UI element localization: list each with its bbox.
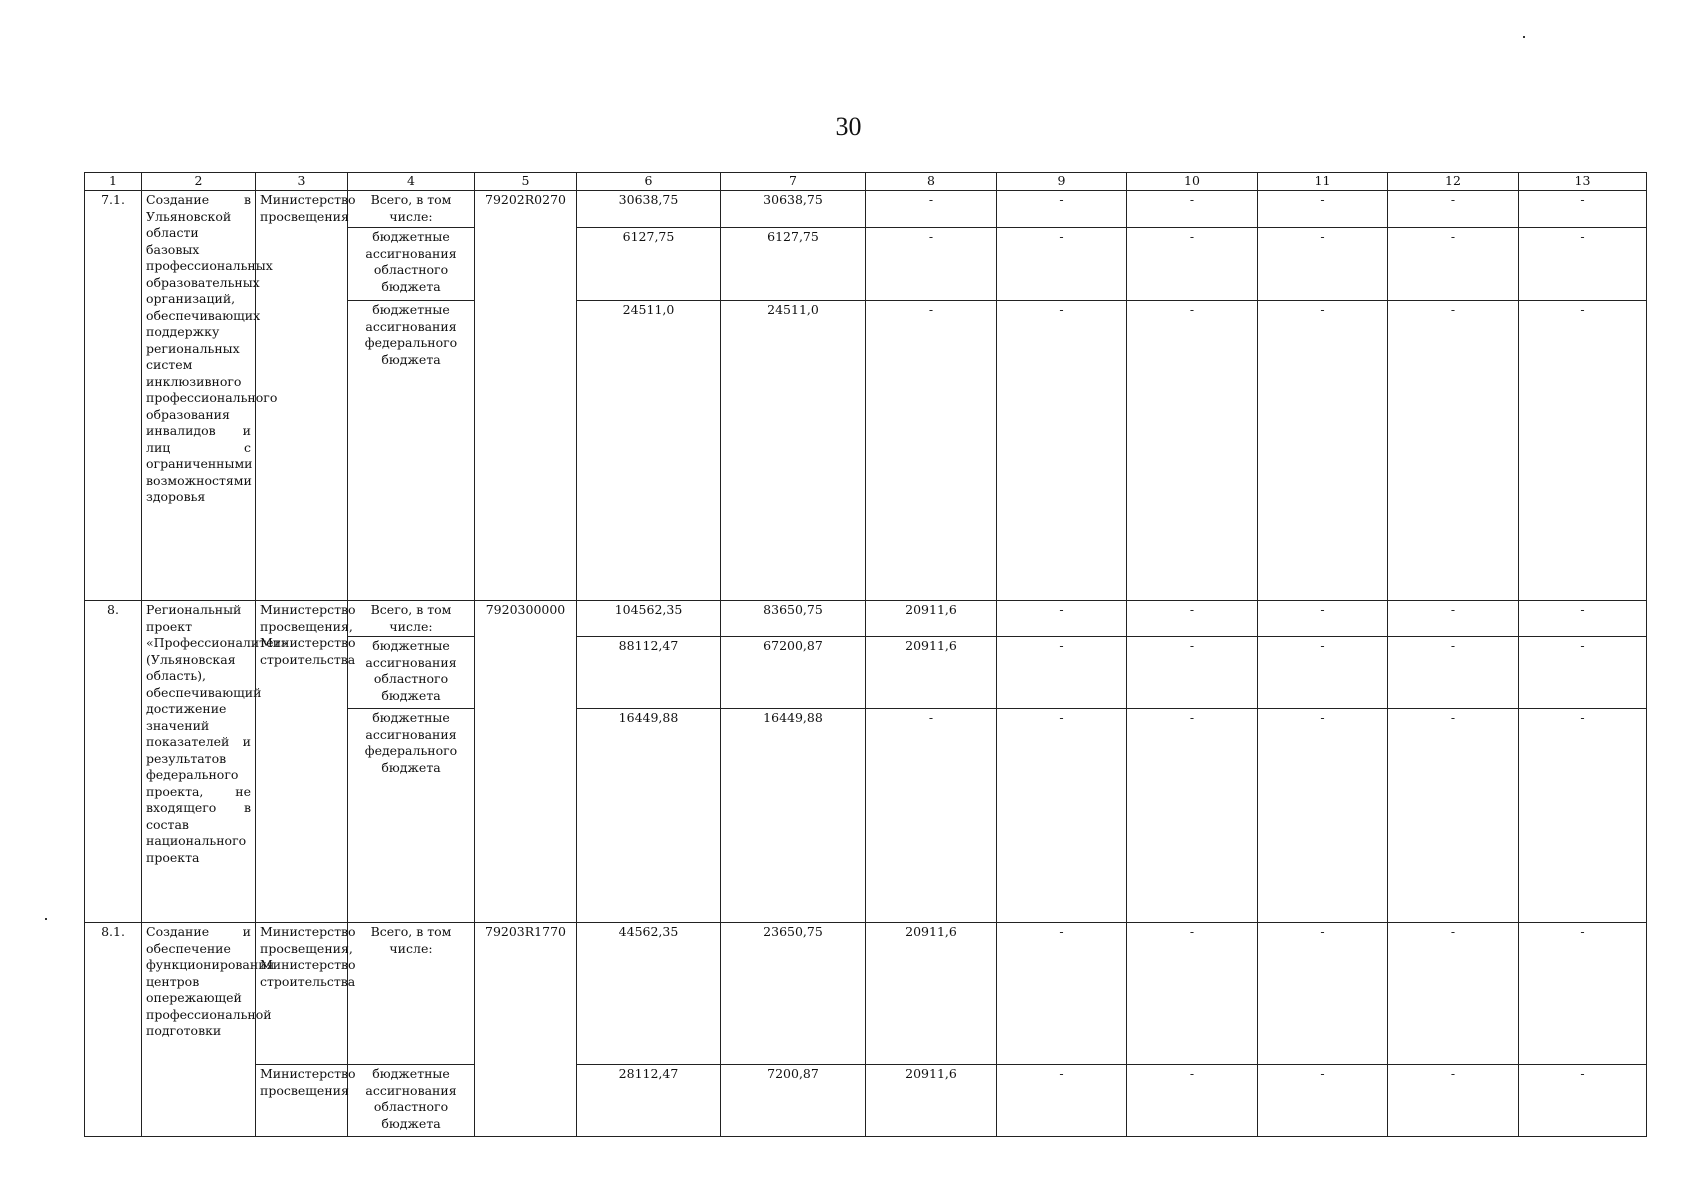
header-cell: 5 bbox=[475, 173, 577, 191]
executor: Министерство просвещения, Министерство строительства bbox=[256, 601, 348, 923]
header-cell: 2 bbox=[142, 173, 256, 191]
amount-year: - bbox=[866, 301, 997, 601]
amount-year: - bbox=[866, 228, 997, 301]
funding-source: бюджетные ассигнования федерального бюджета bbox=[348, 709, 475, 923]
header-cell: 6 bbox=[577, 173, 721, 191]
amount-year: - bbox=[1258, 637, 1388, 709]
amount-year: - bbox=[1388, 191, 1519, 228]
amount-year: - bbox=[1519, 601, 1647, 637]
funding-source: Всего, в том числе: bbox=[348, 191, 475, 228]
amount-year: 67200,87 bbox=[721, 637, 866, 709]
funding-source: бюджетные ассигнования областного бюджета bbox=[348, 1065, 475, 1137]
scan-dot bbox=[45, 918, 47, 920]
table-row bbox=[85, 191, 1647, 228]
amount-year: - bbox=[1388, 301, 1519, 601]
amount-year: - bbox=[1388, 709, 1519, 923]
amount-year: - bbox=[997, 191, 1127, 228]
amount-year: - bbox=[997, 301, 1127, 601]
amount-year: - bbox=[1258, 601, 1388, 637]
amount-year: 20911,6 bbox=[866, 601, 997, 637]
amount-year: 7200,87 bbox=[721, 1065, 866, 1137]
amount-year: 20911,6 bbox=[866, 637, 997, 709]
amount-year: - bbox=[1519, 709, 1647, 923]
amount-year: - bbox=[1127, 709, 1258, 923]
event-name: Создание в Ульяновской области базовых профессиональных образовательных организаций, обеспечивающих поддержку региональных систем инклюзивного профессионального образования инвалидов и лиц с ограниченными возможностями здоровья bbox=[142, 191, 256, 601]
amount-total: 30638,75 bbox=[577, 191, 721, 228]
row-number: 8.1. bbox=[85, 923, 142, 1137]
amount-year: - bbox=[1519, 637, 1647, 709]
amount-total: 28112,47 bbox=[577, 1065, 721, 1137]
amount-year: - bbox=[997, 601, 1127, 637]
funding-source: Всего, в том числе: bbox=[348, 601, 475, 637]
row-number: 7.1. bbox=[85, 191, 142, 601]
amount-year: - bbox=[866, 191, 997, 228]
budget-table bbox=[84, 172, 1647, 1137]
amount-total: 6127,75 bbox=[577, 228, 721, 301]
page-number: 30 bbox=[835, 112, 862, 141]
amount-year: - bbox=[1258, 923, 1388, 1065]
table-row bbox=[85, 1065, 1647, 1137]
amount-year: - bbox=[1127, 191, 1258, 228]
amount-year: - bbox=[1519, 923, 1647, 1065]
funding-source: бюджетные ассигнования федерального бюджета bbox=[348, 301, 475, 601]
amount-year: - bbox=[1127, 228, 1258, 301]
amount-year: - bbox=[1519, 1065, 1647, 1137]
header-cell: 3 bbox=[256, 173, 348, 191]
header-cell: 1 bbox=[85, 173, 142, 191]
amount-year: - bbox=[1519, 228, 1647, 301]
amount-year: 16449,88 bbox=[721, 709, 866, 923]
executor: Министерство просвещения bbox=[256, 1065, 348, 1137]
header-cell: 12 bbox=[1388, 173, 1519, 191]
amount-year: - bbox=[1258, 1065, 1388, 1137]
table-row bbox=[85, 923, 1647, 1065]
amount-year: - bbox=[1388, 1065, 1519, 1137]
amount-year: 20911,6 bbox=[866, 923, 997, 1065]
header-cell: 13 bbox=[1519, 173, 1647, 191]
budget-code: 79202R0270 bbox=[475, 191, 577, 601]
header-cell: 10 bbox=[1127, 173, 1258, 191]
amount-total: 44562,35 bbox=[577, 923, 721, 1065]
amount-year: 20911,6 bbox=[866, 1065, 997, 1137]
header-cell: 8 bbox=[866, 173, 997, 191]
event-name: Региональный проект «Профессионалитет» (Ульяновская область), обеспечивающий достижение значений показателей и результатов федерального проекта, не входящего в состав национального проекта bbox=[142, 601, 256, 923]
amount-total: 24511,0 bbox=[577, 301, 721, 601]
amount-year: - bbox=[1127, 301, 1258, 601]
amount-year: - bbox=[1127, 923, 1258, 1065]
amount-year: 83650,75 bbox=[721, 601, 866, 637]
amount-year: 6127,75 bbox=[721, 228, 866, 301]
amount-year: - bbox=[1388, 601, 1519, 637]
budget-code: 7920300000 bbox=[475, 601, 577, 923]
amount-year: - bbox=[1388, 637, 1519, 709]
amount-year: - bbox=[997, 923, 1127, 1065]
funding-source: Всего, в том числе: bbox=[348, 923, 475, 1065]
event-name: Создание и обеспечение функционирования центров опережающей профессиональной подготовки bbox=[142, 923, 256, 1137]
executor: Министерство просвещения bbox=[256, 191, 348, 601]
amount-year: - bbox=[997, 228, 1127, 301]
funding-source: бюджетные ассигнования областного бюджета bbox=[348, 637, 475, 709]
amount-year: - bbox=[1258, 191, 1388, 228]
header-cell: 11 bbox=[1258, 173, 1388, 191]
amount-year: - bbox=[1388, 923, 1519, 1065]
row-number: 8. bbox=[85, 601, 142, 923]
table-row bbox=[85, 601, 1647, 637]
amount-year: 24511,0 bbox=[721, 301, 866, 601]
amount-year: - bbox=[1258, 228, 1388, 301]
amount-year: - bbox=[1127, 601, 1258, 637]
header-cell: 7 bbox=[721, 173, 866, 191]
header-cell: 9 bbox=[997, 173, 1127, 191]
header-cell: 4 bbox=[348, 173, 475, 191]
amount-total: 88112,47 bbox=[577, 637, 721, 709]
amount-year: - bbox=[1258, 301, 1388, 601]
amount-year: - bbox=[1388, 228, 1519, 301]
amount-year: - bbox=[1127, 1065, 1258, 1137]
amount-total: 16449,88 bbox=[577, 709, 721, 923]
amount-year: 23650,75 bbox=[721, 923, 866, 1065]
funding-source: бюджетные ассигнования областного бюджета bbox=[348, 228, 475, 301]
header-row bbox=[85, 173, 1647, 191]
amount-year: - bbox=[1258, 709, 1388, 923]
amount-year: - bbox=[997, 1065, 1127, 1137]
amount-year: - bbox=[997, 637, 1127, 709]
amount-year: - bbox=[1127, 637, 1258, 709]
amount-total: 104562,35 bbox=[577, 601, 721, 637]
budget-code: 79203R1770 bbox=[475, 923, 577, 1137]
amount-year: 30638,75 bbox=[721, 191, 866, 228]
scan-dot bbox=[1523, 36, 1525, 38]
amount-year: - bbox=[1519, 301, 1647, 601]
amount-year: - bbox=[997, 709, 1127, 923]
executor: Министерство просвещения, Министерство строительства bbox=[256, 923, 348, 1065]
amount-year: - bbox=[866, 709, 997, 923]
amount-year: - bbox=[1519, 191, 1647, 228]
